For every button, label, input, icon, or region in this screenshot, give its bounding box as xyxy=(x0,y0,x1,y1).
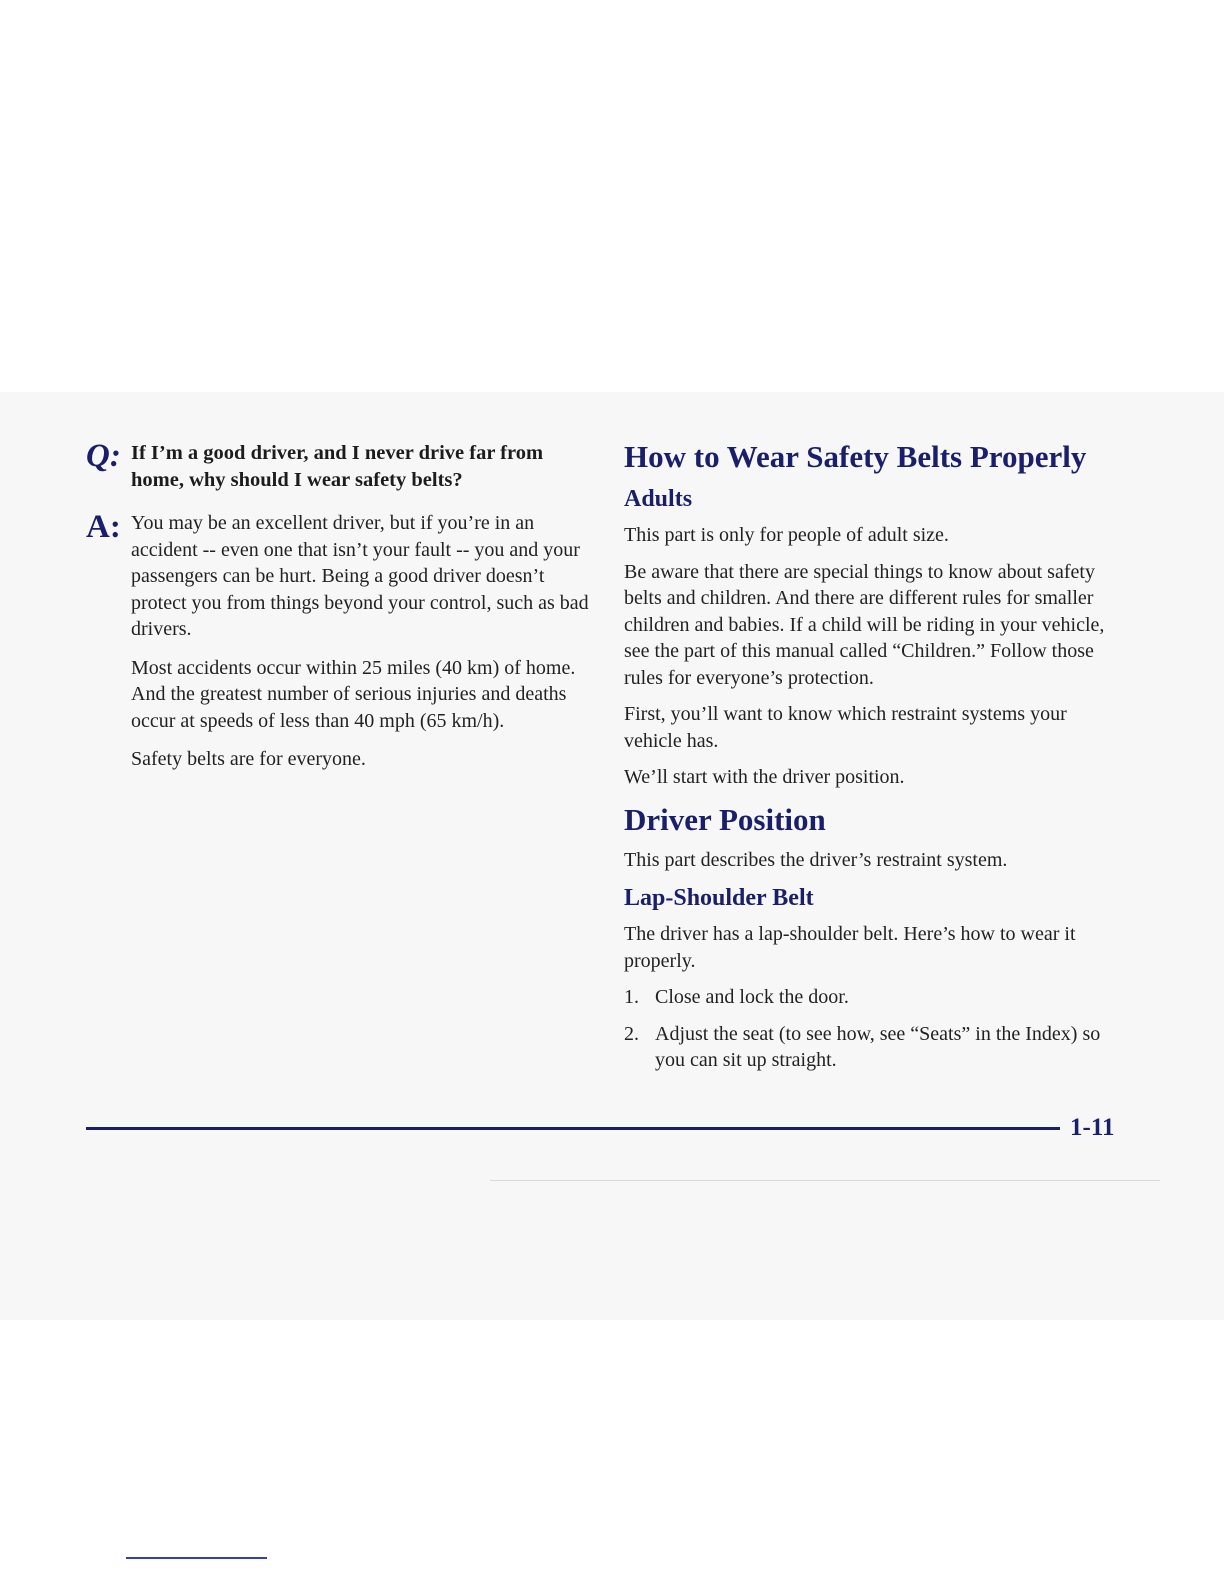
step-number: 1. xyxy=(624,986,639,1008)
step-number: 2. xyxy=(624,1022,639,1045)
answer-paragraph: Most accidents occur within 25 miles (40 km) of home. And the greatest number of serious injuries and deaths occur at speeds of less than 40 mph (65 km/h). xyxy=(131,656,576,732)
right-column xyxy=(624,438,1129,1084)
step-text: Close and lock the door. xyxy=(655,986,849,1008)
adults-heading: Adults xyxy=(624,486,693,512)
adults-paragraph: First, you’ll want to know which restraint systems your vehicle has. xyxy=(624,703,1067,752)
driver-position-heading: Driver Position xyxy=(624,801,826,837)
adults-paragraph: Be aware that there are special things to know about safety belts and children. And there are different rules for smaller children and babies. If a child will be riding in your vehicle, see the part of this manual called “Children.” Follow those rules for everyone’s protection. xyxy=(624,560,1105,689)
answer-marker: A: xyxy=(86,509,121,545)
question-text: If I’m a good driver, and I never drive far from home, why should I wear safety belts? xyxy=(131,442,544,491)
lap-shoulder-paragraph: The driver has a lap-shoulder belt. Here’s how to wear it properly. xyxy=(624,923,1076,972)
footer-rule xyxy=(86,1127,1060,1130)
page-number: 1-11 xyxy=(1070,1114,1115,1141)
question-marker: Q: xyxy=(86,438,121,474)
adults-paragraph: This part is only for people of adult size. xyxy=(624,524,949,546)
bottom-stub-rule xyxy=(126,1557,267,1559)
step-item xyxy=(624,1021,1129,1074)
answer-paragraph: You may be an excellent driver, but if you’re in an accident -- even one that isn’t your fault -- you and your passengers can be hurt. Being a good driver doesn’t protect you from things beyond your control, such as bad drivers. xyxy=(131,512,589,640)
step-text: Adjust the seat (to see how, see “Seats” in the Index) so you can sit up straight. xyxy=(655,1022,1101,1071)
adults-paragraph: We’ll start with the driver position. xyxy=(624,766,905,788)
driver-position-paragraph: This part describes the driver’s restraint system. xyxy=(624,848,1008,871)
faint-divider xyxy=(490,1180,1160,1181)
step-item xyxy=(624,984,1129,1011)
steps-list xyxy=(624,984,1129,1074)
answer-block xyxy=(86,509,589,785)
lap-shoulder-heading: Lap-Shoulder Belt xyxy=(624,885,814,911)
answer-paragraph: Safety belts are for everyone. xyxy=(131,748,366,770)
section-title: How to Wear Safety Belts Properly xyxy=(624,439,1087,474)
question-block xyxy=(86,440,586,494)
